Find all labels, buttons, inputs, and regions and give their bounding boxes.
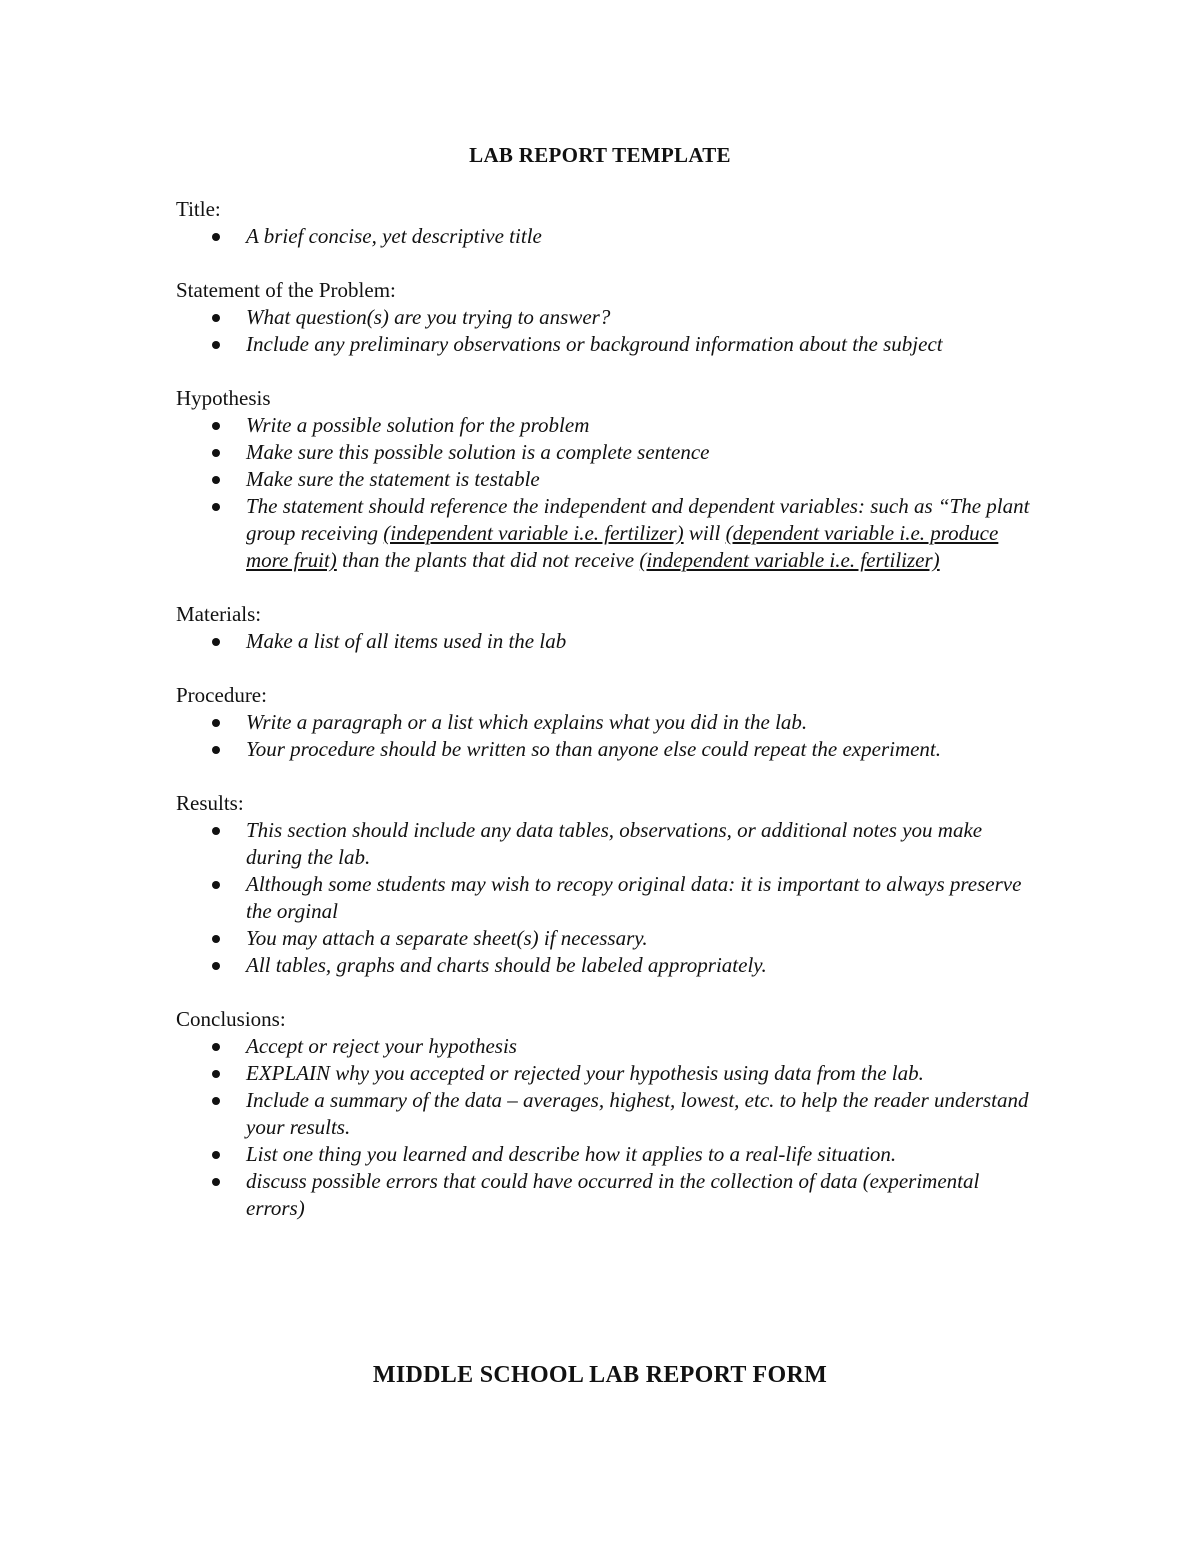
list-item (176, 412, 1036, 439)
procedure-bullet-list (176, 709, 1036, 763)
document-body (176, 196, 1036, 1249)
list-item-text: Include any preliminary observations or background information about the subject (246, 332, 943, 356)
list-item (176, 1141, 1036, 1168)
bullet-icon (212, 503, 220, 511)
title-bullet-list (176, 223, 1036, 250)
list-item-text: This section should include any data tables, observations, or additional notes you make during the lab. (246, 818, 983, 869)
bullet-icon (212, 962, 220, 970)
section-title (176, 196, 1036, 250)
section-hypothesis (176, 385, 1036, 574)
list-item (176, 628, 1036, 655)
bullet-icon (212, 827, 220, 835)
list-item-text: Write a possible solution for the problem (246, 413, 590, 437)
underlined-variable: (dependent variable i.e. produce more fruit) (246, 521, 999, 572)
bullet-icon (212, 746, 220, 754)
list-item (176, 304, 1036, 331)
list-item (176, 1060, 1036, 1087)
section-materials (176, 601, 1036, 655)
list-item-text-part: The statement should reference the independent and dependent variables: such as “The plant group receiving (246, 494, 1030, 545)
bullet-icon (212, 341, 220, 349)
section-heading-problem: Statement of the Problem: (176, 278, 396, 302)
list-item (176, 223, 1036, 250)
bullet-icon (212, 233, 220, 241)
section-heading-procedure: Procedure: (176, 683, 267, 707)
section-heading-hypothesis: Hypothesis (176, 386, 271, 410)
list-item-text: Your procedure should be written so than anyone else could repeat the experiment. (246, 737, 942, 761)
list-item-text: discuss possible errors that could have occurred in the collection of data (experimental errors) (246, 1169, 980, 1220)
bullet-icon (212, 1097, 220, 1105)
list-item (176, 871, 1036, 925)
problem-bullet-list (176, 304, 1036, 358)
list-item (176, 1168, 1036, 1222)
list-item (176, 736, 1036, 763)
section-procedure (176, 682, 1036, 763)
list-item (176, 466, 1036, 493)
bullet-icon (212, 314, 220, 322)
list-item-text: You may attach a separate sheet(s) if necessary. (246, 926, 648, 950)
list-item-text-part: than the plants that did not receive (336, 548, 640, 572)
list-item (176, 331, 1036, 358)
list-item (176, 439, 1036, 466)
section-heading-title: Title: (176, 197, 221, 221)
bullet-icon (212, 476, 220, 484)
list-item (176, 817, 1036, 871)
bullet-icon (212, 422, 220, 430)
list-item-text: Make sure the statement is testable (246, 467, 540, 491)
list-item-text: Write a paragraph or a list which explains what you did in the lab. (246, 710, 808, 734)
list-item (176, 709, 1036, 736)
list-item (176, 1087, 1036, 1141)
list-item-text: All tables, graphs and charts should be labeled appropriately. (246, 953, 767, 977)
bullet-icon (212, 1151, 220, 1159)
list-item-text: Make a list of all items used in the lab (246, 629, 567, 653)
list-item (176, 925, 1036, 952)
form-title: MIDDLE SCHOOL LAB REPORT FORM (372, 1362, 828, 1388)
underlined-variable: (independent variable i.e. fertilizer) (383, 521, 684, 545)
list-item-text: Make sure this possible solution is a complete sentence (246, 440, 710, 464)
bullet-icon (212, 935, 220, 943)
bullet-icon (212, 1043, 220, 1051)
list-item (176, 952, 1036, 979)
underlined-variable: (independent variable i.e. fertilizer) (639, 548, 940, 572)
section-results (176, 790, 1036, 979)
section-conclusions (176, 1006, 1036, 1222)
list-item-text: EXPLAIN why you accepted or rejected your hypothesis using data from the lab. (246, 1061, 924, 1085)
bullet-icon (212, 719, 220, 727)
section-problem (176, 277, 1036, 358)
section-heading-conclusions: Conclusions: (176, 1007, 286, 1031)
list-item-text: Although some students may wish to recopy original data: it is important to always preserve the orginal (246, 872, 1022, 923)
list-item-text: Accept or reject your hypothesis (246, 1034, 517, 1058)
list-item-text: What question(s) are you trying to answer? (246, 305, 611, 329)
list-item-text: A brief concise, yet descriptive title (246, 224, 542, 248)
list-item-text: List one thing you learned and describe how it applies to a real-life situation. (246, 1142, 897, 1166)
list-item (176, 493, 1036, 574)
bullet-icon (212, 449, 220, 457)
bullet-icon (212, 1070, 220, 1078)
section-heading-materials: Materials: (176, 602, 262, 626)
list-item-text-part: will (683, 521, 726, 545)
conclusions-bullet-list (176, 1033, 1036, 1222)
section-heading-results: Results: (176, 791, 244, 815)
document-title: LAB REPORT TEMPLATE (469, 143, 731, 167)
list-item-text: Include a summary of the data – averages, highest, lowest, etc. to help the reader understand your results. (246, 1088, 1029, 1139)
bullet-icon (212, 881, 220, 889)
results-bullet-list (176, 817, 1036, 979)
bullet-icon (212, 1178, 220, 1186)
list-item (176, 1033, 1036, 1060)
materials-bullet-list (176, 628, 1036, 655)
hypothesis-bullet-list (176, 412, 1036, 574)
bullet-icon (212, 638, 220, 646)
